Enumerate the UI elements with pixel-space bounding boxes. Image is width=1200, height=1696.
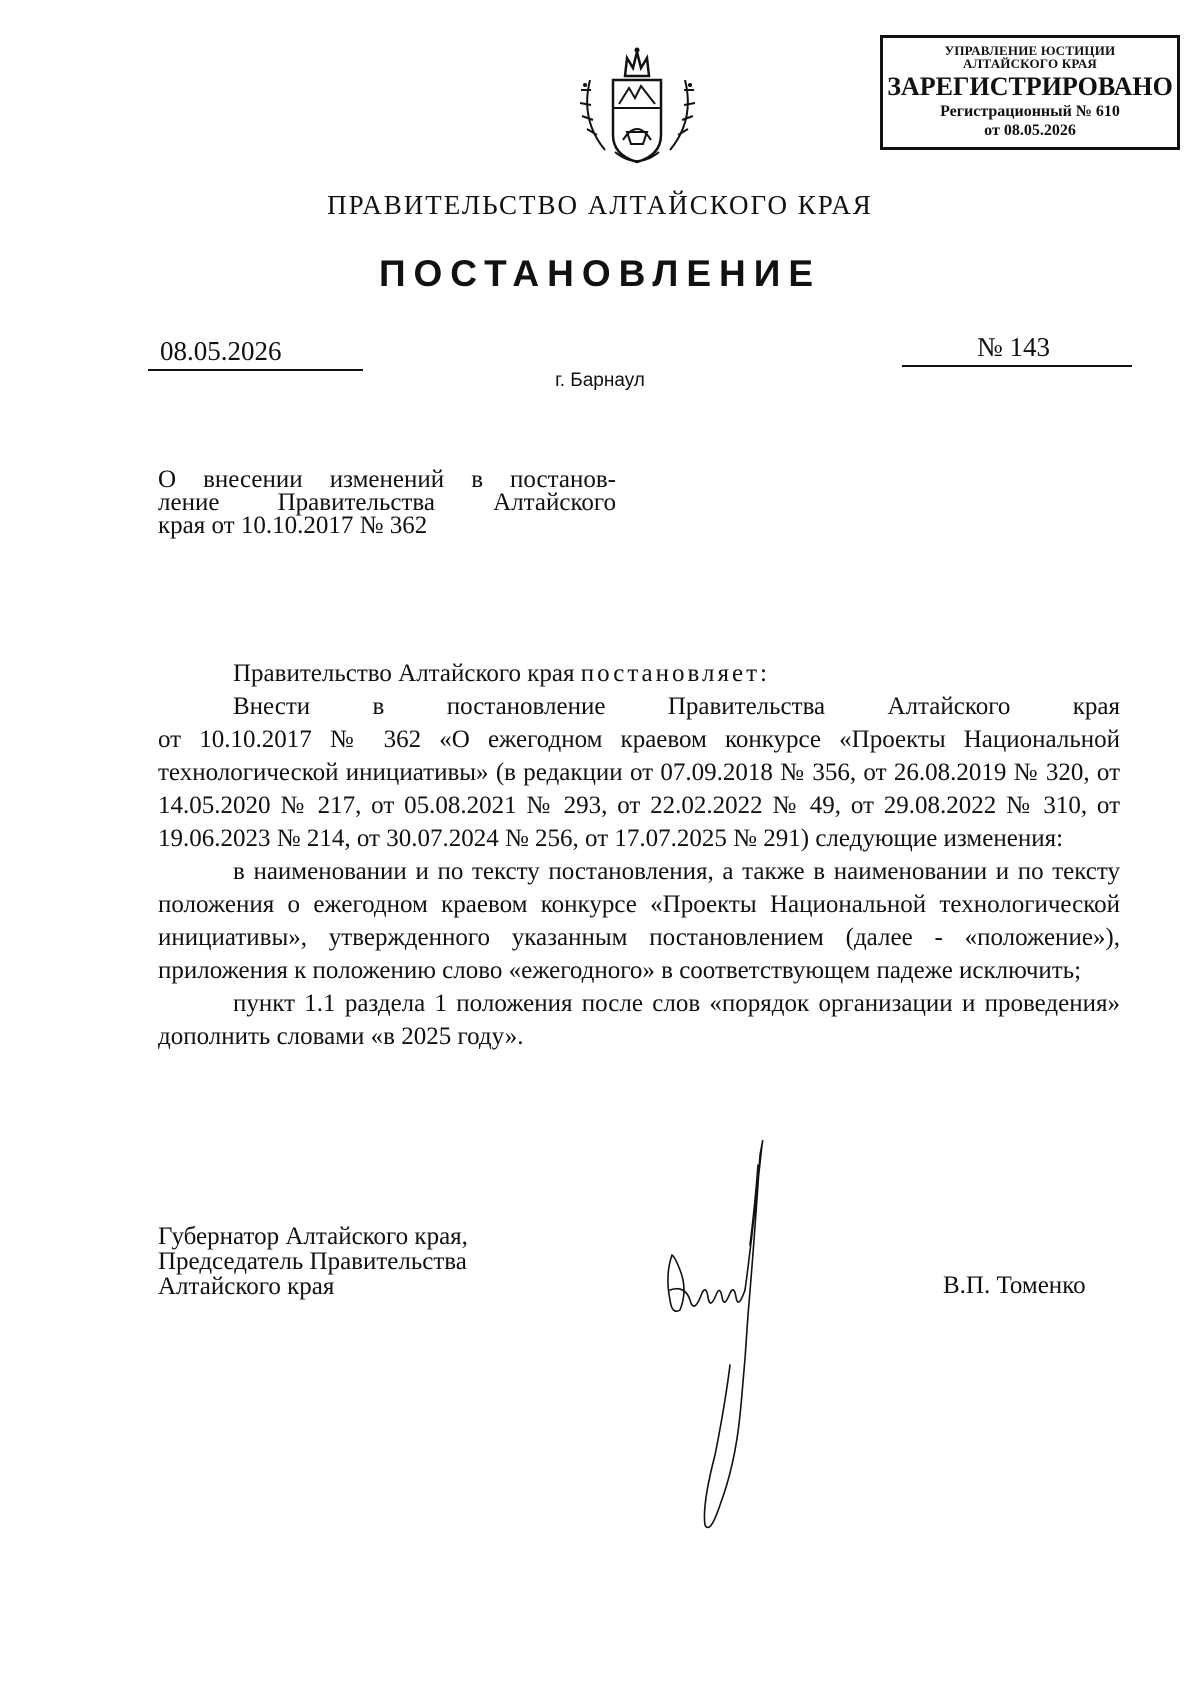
stamp-registration-number: Регистрационный № 610 bbox=[940, 103, 1120, 120]
body-paragraph-1-first-line: Внести в постановление Правительства Алтайского края bbox=[233, 693, 1120, 720]
subject-line-1: О внесении изменений в постанов- bbox=[158, 466, 616, 493]
signer-line-3: Алтайского края bbox=[158, 1273, 335, 1300]
body-paragraph-2: в наименовании и по тексту постановления, а также в наименовании и по тексту положения о ежегодном краевом конкурсе «Проекты Национальной технологической инициативы», утвержденного указанным постановлением (далее - «положение»), приложения к положению слово «ежегодного» в соответствующем падеже исключить; bbox=[158, 858, 1120, 984]
body-paragraph-1: от 10.10.2017 № 362 «О ежегодном краевом конкурсе «Проекты Национальной технологической инициативы» (в редакции от 07.09.2018 № 356, от 26.08.2019 № 320, от 14.05.2020 № 217, от 05.08.2021 № 293, от 22.02.2022 № 49, от 29.08.2022 № 310, от 19.06.2023 № 214, от 30.07.2024 № 256, от 17.07.2025 № 291) следующие изменения: bbox=[158, 726, 1120, 852]
stamp-status: ЗАРЕГИСТРИРОВАНО bbox=[887, 72, 1173, 101]
subject-line-2: ление Правительства Алтайского bbox=[158, 489, 616, 516]
document-type-title: ПОСТАНОВЛЕНИЕ bbox=[378, 253, 822, 294]
document-city: г. Барнаул bbox=[555, 370, 645, 391]
signer-line-2: Председатель Правительства bbox=[158, 1248, 467, 1275]
stamp-line-1: УПРАВЛЕНИЕ ЮСТИЦИИ bbox=[944, 43, 1116, 58]
document-date: 08.05.2026 bbox=[148, 336, 363, 371]
document-body bbox=[158, 657, 1120, 1053]
body-intro bbox=[158, 657, 1120, 690]
registration-stamp bbox=[880, 35, 1180, 150]
document-subject bbox=[158, 468, 616, 537]
subject-line-3: края от 10.10.2017 № 362 bbox=[158, 512, 428, 539]
handwritten-signature bbox=[650, 1125, 800, 1555]
body-paragraph-3: пункт 1.1 раздела 1 положения после слов «порядок организации и проведения» дополнить словами «в 2025 году». bbox=[158, 990, 1120, 1050]
organization-name: ПРАВИТЕЛЬСТВО АЛТАЙСКОГО КРАЯ bbox=[327, 190, 873, 220]
stamp-line-2: АЛТАЙСКОГО КРАЯ bbox=[963, 56, 1097, 71]
signer-line-1: Губернатор Алтайского края, bbox=[158, 1223, 468, 1250]
intro-start: Правительство Алтайского края bbox=[233, 660, 581, 687]
document-number: № 143 bbox=[902, 332, 1132, 367]
signer-name: В.П. Томенко bbox=[943, 1272, 1086, 1299]
signer-position bbox=[158, 1224, 468, 1299]
intro-end: : bbox=[760, 660, 767, 687]
intro-decree-word: постановляет bbox=[580, 660, 760, 687]
coat-of-arms-emblem bbox=[575, 40, 700, 170]
stamp-registration-date: от 08.05.2026 bbox=[984, 122, 1076, 139]
